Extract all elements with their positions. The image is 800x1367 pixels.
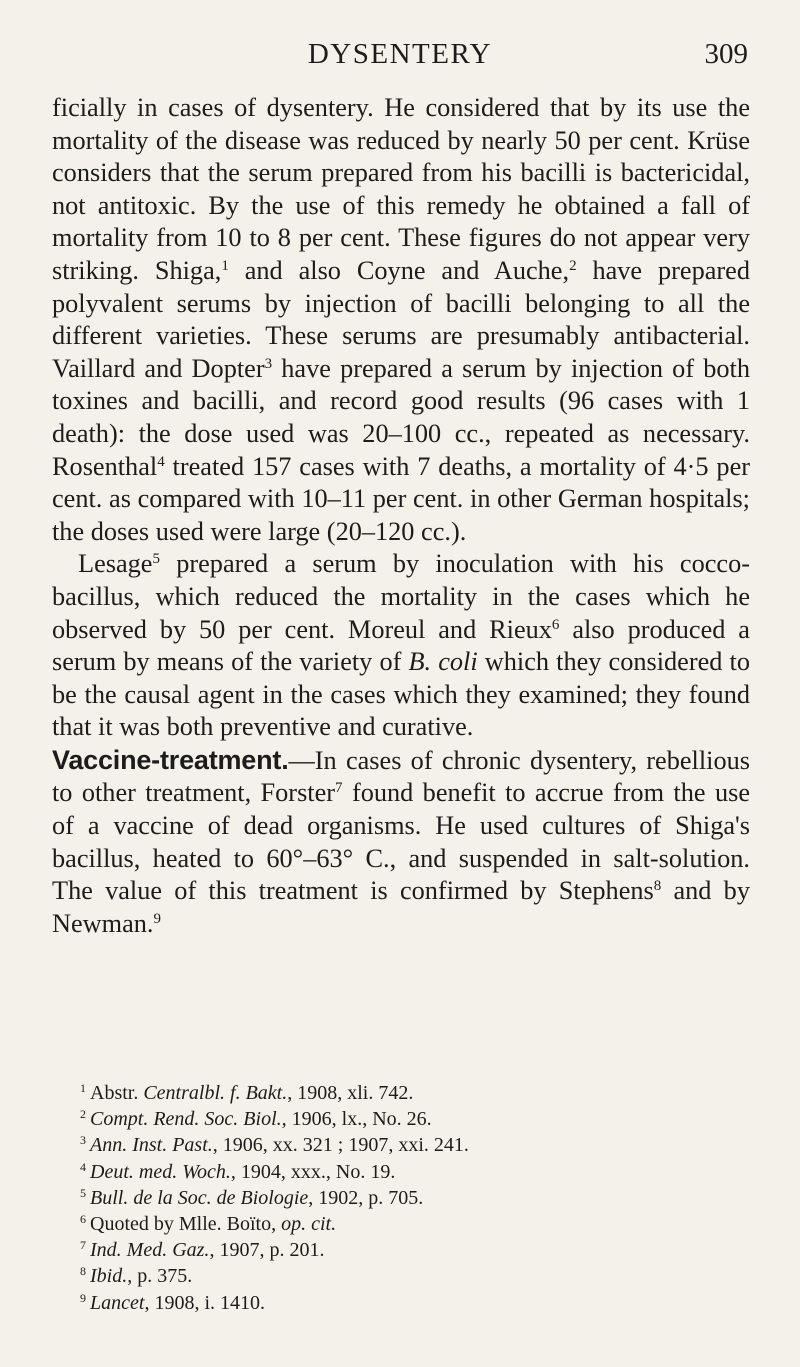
footnote: $^9$ Lancet, 1908, i. 1410.: [80, 1290, 265, 1314]
footnote-ref[interactable]: 8: [653, 878, 662, 895]
footnote: $^2$ Compt. Rend. Soc. Biol., 1906, lx., No. 26.: [80, 1107, 432, 1131]
footnote-ref[interactable]: 2: [569, 257, 577, 274]
section-heading: Vaccine-treatment.: [52, 744, 289, 775]
paragraph: Vaccine-treatment.—In cases of chronic dysentery, rebellious to other treatment, Forster$^7$ found benefit to accrue from the use of a vaccine of dead organisms. He used cultures of Shiga's bacillus, heated to 60°–63° C., and suspended in salt-solution. The value of this treatment is confirmed by Stephens$^8$ and by Newman.$^9$: [52, 744, 751, 938]
body-text: [52, 92, 750, 940]
footnote: $^4$ Deut. med. Woch., 1904, xxx., No. 19.: [80, 1159, 396, 1183]
page-number: 309: [704, 38, 748, 70]
footnote-ref[interactable]: 3: [264, 355, 273, 372]
footnote: $^6$ Quoted by Mlle. Boïto, op. cit.: [80, 1212, 337, 1236]
footnote-ref[interactable]: 6: [551, 616, 560, 633]
paragraph: ficially in cases of dysentery. He considered that by its use the mortality of the disease was reduced by nearly 50 per cent. Krüse considers that the serum prepared from his bacilli is bactericidal, not antitoxic. By the use of this remedy he obtained a fall of mortality from 10 to 8 per cent. These figures do not appear very striking. Shiga,$^1$ and also Coyne and Auche,$^2$ have prepared polyvalent serums by injection of bacilli belonging to all the different varieties. These serums are presumably antibacterial. Vaillard and Dopter$^3$ have prepared a serum by injection of both toxines and bacilli, and record good results (96 cases with 1 death): the dose used was 20–100 cc., repeated as necessary. Rosenthal$^4$ treated 157 cases with 7 deaths, a mortality of 4·5 per cent. as compared with 10–11 per cent. in other German hospitals; the doses used were large (20–120 cc.).: [52, 93, 750, 546]
page-header: [52, 38, 748, 78]
footnote-ref[interactable]: 1: [221, 257, 229, 274]
footnote-ref[interactable]: 9: [153, 910, 162, 927]
footnotes: [80, 1080, 750, 1316]
footnote-ref[interactable]: 5: [152, 551, 160, 568]
footnote-ref[interactable]: 4: [157, 453, 165, 470]
running-title: DYSENTERY: [307, 38, 493, 70]
paragraph: Lesage$^5$ prepared a serum by inoculation with his cocco-bacillus, which reduced the mortality in the cases which he observed by 50 per cent. Moreul and Rieux$^6$ also produced a serum by means of the variety of B. coli which they considered to be the causal agent in the cases which they examined; they found that it was both preventive and curative.: [52, 549, 750, 742]
footnote: $^8$ Ibid., p. 375.: [80, 1264, 193, 1288]
footnote-ref[interactable]: 7: [335, 780, 343, 797]
footnote: $^1$ Abstr. Centralbl. f. Bakt., 1908, xli. 742.: [80, 1081, 414, 1104]
footnote: $^3$ Ann. Inst. Past., 1906, xx. 321 ; 1907, xxi. 241.: [80, 1133, 469, 1157]
footnote: $^7$ Ind. Med. Gaz., 1907, p. 201.: [80, 1238, 325, 1262]
footnote: $^5$ Bull. de la Soc. de Biologie, 1902, p. 705.: [80, 1185, 424, 1209]
